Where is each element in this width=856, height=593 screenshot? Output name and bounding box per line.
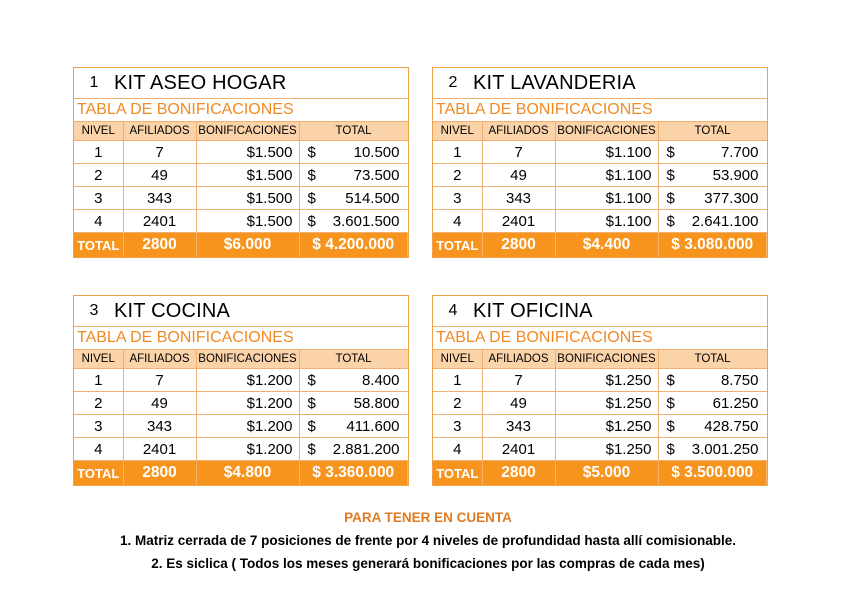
currency-symbol: $ [307, 143, 316, 161]
table-subtitle: TABLA DE BONIFICACIONES [433, 327, 767, 350]
bonificacion-cell: $1.250 [555, 369, 658, 392]
col-nivel-header: NIVEL [74, 350, 123, 369]
bonus-table [74, 122, 408, 257]
nivel-cell: 4 [433, 438, 482, 461]
note-line-2: 2. Es siclica ( Todos los meses generará bonificaciones por las compras de cada mes) [151, 556, 705, 571]
nivel-cell: 4 [74, 438, 123, 461]
col-bonificaciones-header: BONIFICACIONES [555, 122, 658, 141]
nivel-cell: 3 [433, 415, 482, 438]
currency-symbol: $ [666, 166, 675, 184]
nivel-cell: 2 [74, 392, 123, 415]
total-row [74, 233, 408, 258]
kit-number: 1 [89, 74, 99, 91]
table-row [74, 141, 408, 164]
table-subtitle: TABLA DE BONIFICACIONES [433, 99, 767, 122]
bonificacion-cell: $1.500 [196, 187, 299, 210]
kit-title [433, 296, 767, 327]
total-value: 61.250 [712, 394, 759, 412]
total-afiliados: 2800 [123, 233, 196, 258]
total-bonificacion: $5.000 [555, 461, 658, 486]
currency-symbol: $ [666, 212, 675, 230]
total-row [74, 461, 408, 486]
total-value: 411.600 [346, 417, 400, 435]
afiliados-cell: 49 [123, 392, 196, 415]
bonificacion-cell: $1.100 [555, 210, 658, 233]
grand-total: $ 3.500.000 [658, 461, 767, 486]
currency-symbol: $ [307, 189, 316, 207]
total-cell [299, 141, 408, 164]
header-row [433, 350, 767, 369]
total-bonificacion: $6.000 [196, 233, 299, 258]
total-cell [658, 369, 767, 392]
kit-card-1 [73, 67, 409, 258]
kit-number: 4 [448, 302, 458, 319]
currency-symbol: $ [307, 166, 316, 184]
nivel-cell: 3 [74, 187, 123, 210]
total-cell [658, 141, 767, 164]
afiliados-cell: 49 [482, 164, 555, 187]
currency-symbol: $ [666, 417, 675, 435]
currency-symbol: $ [666, 371, 675, 389]
afiliados-cell: 343 [482, 415, 555, 438]
total-value: 10.500 [353, 143, 400, 161]
total-row [433, 461, 767, 486]
total-bonificacion: $4.800 [196, 461, 299, 486]
col-nivel-header: NIVEL [433, 122, 482, 141]
nivel-cell: 1 [433, 141, 482, 164]
total-value: 8.750 [720, 371, 759, 389]
header-row [433, 122, 767, 141]
currency-symbol: $ [666, 143, 675, 161]
total-cell [299, 415, 408, 438]
header-row [74, 350, 408, 369]
total-cell [299, 210, 408, 233]
table-row [74, 438, 408, 461]
bonus-table [74, 350, 408, 485]
kit-name: KIT COCINA [114, 299, 231, 322]
total-value: 73.500 [353, 166, 400, 184]
afiliados-cell: 7 [482, 141, 555, 164]
afiliados-cell: 49 [123, 164, 196, 187]
kit-title [74, 296, 408, 327]
bonificacion-cell: $1.250 [555, 392, 658, 415]
kit-name: KIT OFICINA [473, 299, 593, 322]
table-row [74, 210, 408, 233]
bonificacion-cell: $1.200 [196, 438, 299, 461]
kit-title [74, 68, 408, 99]
total-value: 2.881.200 [332, 440, 400, 458]
total-value: 3.001.250 [691, 440, 759, 458]
currency-symbol: $ [666, 394, 675, 412]
currency-symbol: $ [666, 440, 675, 458]
total-cell [658, 392, 767, 415]
table-row [74, 187, 408, 210]
total-cell [658, 210, 767, 233]
afiliados-cell: 343 [482, 187, 555, 210]
afiliados-cell: 7 [482, 369, 555, 392]
kit-number: 2 [448, 74, 458, 91]
kit-card-4 [432, 295, 768, 486]
afiliados-cell: 2401 [482, 210, 555, 233]
total-value: 8.400 [361, 371, 400, 389]
bonificacion-cell: $1.250 [555, 438, 658, 461]
total-label: TOTAL [433, 461, 482, 486]
afiliados-cell: 49 [482, 392, 555, 415]
total-afiliados: 2800 [123, 461, 196, 486]
total-cell [658, 187, 767, 210]
table-row [74, 415, 408, 438]
currency-symbol: $ [307, 371, 316, 389]
col-total-header: TOTAL [658, 122, 767, 141]
col-total-header: TOTAL [299, 122, 408, 141]
total-value: 3.601.500 [332, 212, 400, 230]
table-row [433, 369, 767, 392]
total-bonificacion: $4.400 [555, 233, 658, 258]
bonificacion-cell: $1.100 [555, 164, 658, 187]
bonus-table [433, 350, 767, 485]
table-row [74, 392, 408, 415]
bonus-table [433, 122, 767, 257]
total-afiliados: 2800 [482, 461, 555, 486]
total-cell [299, 392, 408, 415]
col-total-header: TOTAL [658, 350, 767, 369]
col-bonificaciones-header: BONIFICACIONES [196, 122, 299, 141]
total-value: 514.500 [345, 189, 400, 207]
nivel-cell: 3 [433, 187, 482, 210]
bonificacion-cell: $1.200 [196, 392, 299, 415]
bonificacion-cell: $1.100 [555, 187, 658, 210]
nivel-cell: 2 [74, 164, 123, 187]
col-afiliados-header: AFILIADOS [482, 122, 555, 141]
afiliados-cell: 2401 [123, 210, 196, 233]
total-cell [299, 164, 408, 187]
bonificacion-cell: $1.500 [196, 210, 299, 233]
notes-title: PARA TENER EN CUENTA [344, 510, 512, 525]
kit-card-2 [432, 67, 768, 258]
kit-name: KIT ASEO HOGAR [114, 71, 287, 94]
grand-total: $ 3.360.000 [299, 461, 408, 486]
note-line-1: 1. Matriz cerrada de 7 posiciones de frente por 4 niveles de profundidad hasta allí comisionable. [120, 533, 736, 548]
total-cell [299, 187, 408, 210]
table-row [433, 392, 767, 415]
col-bonificaciones-header: BONIFICACIONES [196, 350, 299, 369]
col-nivel-header: NIVEL [74, 122, 123, 141]
table-row [74, 369, 408, 392]
nivel-cell: 2 [433, 164, 482, 187]
table-row [433, 210, 767, 233]
total-cell [658, 415, 767, 438]
col-total-header: TOTAL [299, 350, 408, 369]
table-subtitle: TABLA DE BONIFICACIONES [74, 99, 408, 122]
afiliados-cell: 343 [123, 187, 196, 210]
table-row [433, 438, 767, 461]
total-label: TOTAL [433, 233, 482, 258]
col-afiliados-header: AFILIADOS [482, 350, 555, 369]
col-afiliados-header: AFILIADOS [123, 122, 196, 141]
total-label: TOTAL [74, 233, 123, 258]
total-value: 7.700 [720, 143, 759, 161]
table-subtitle: TABLA DE BONIFICACIONES [74, 327, 408, 350]
kit-card-3 [73, 295, 409, 486]
bonificacion-cell: $1.100 [555, 141, 658, 164]
nivel-cell: 4 [433, 210, 482, 233]
col-bonificaciones-header: BONIFICACIONES [555, 350, 658, 369]
nivel-cell: 3 [74, 415, 123, 438]
bonificacion-cell: $1.200 [196, 369, 299, 392]
table-row [433, 187, 767, 210]
currency-symbol: $ [307, 440, 316, 458]
total-cell [658, 164, 767, 187]
currency-symbol: $ [307, 394, 316, 412]
grand-total: $ 4.200.000 [299, 233, 408, 258]
nivel-cell: 1 [74, 141, 123, 164]
currency-symbol: $ [307, 417, 316, 435]
nivel-cell: 1 [433, 369, 482, 392]
col-nivel-header: NIVEL [433, 350, 482, 369]
total-afiliados: 2800 [482, 233, 555, 258]
total-cell [299, 369, 408, 392]
total-cell [658, 438, 767, 461]
afiliados-cell: 7 [123, 141, 196, 164]
table-row [433, 164, 767, 187]
total-value: 58.800 [353, 394, 400, 412]
header-row [74, 122, 408, 141]
bonificacion-cell: $1.200 [196, 415, 299, 438]
table-row [433, 141, 767, 164]
bonificacion-cell: $1.250 [555, 415, 658, 438]
total-value: 53.900 [712, 166, 759, 184]
afiliados-cell: 343 [123, 415, 196, 438]
total-row [433, 233, 767, 258]
total-value: 377.300 [704, 189, 759, 207]
nivel-cell: 2 [433, 392, 482, 415]
nivel-cell: 4 [74, 210, 123, 233]
table-row [433, 415, 767, 438]
nivel-cell: 1 [74, 369, 123, 392]
col-afiliados-header: AFILIADOS [123, 350, 196, 369]
grand-total: $ 3.080.000 [658, 233, 767, 258]
bonificacion-cell: $1.500 [196, 164, 299, 187]
currency-symbol: $ [666, 189, 675, 207]
table-row [74, 164, 408, 187]
kit-name: KIT LAVANDERIA [473, 71, 636, 94]
currency-symbol: $ [307, 212, 316, 230]
kit-title [433, 68, 767, 99]
afiliados-cell: 7 [123, 369, 196, 392]
total-label: TOTAL [74, 461, 123, 486]
bonificacion-cell: $1.500 [196, 141, 299, 164]
total-cell [299, 438, 408, 461]
afiliados-cell: 2401 [482, 438, 555, 461]
afiliados-cell: 2401 [123, 438, 196, 461]
kit-number: 3 [89, 302, 99, 319]
total-value: 2.641.100 [691, 212, 759, 230]
total-value: 428.750 [704, 417, 759, 435]
